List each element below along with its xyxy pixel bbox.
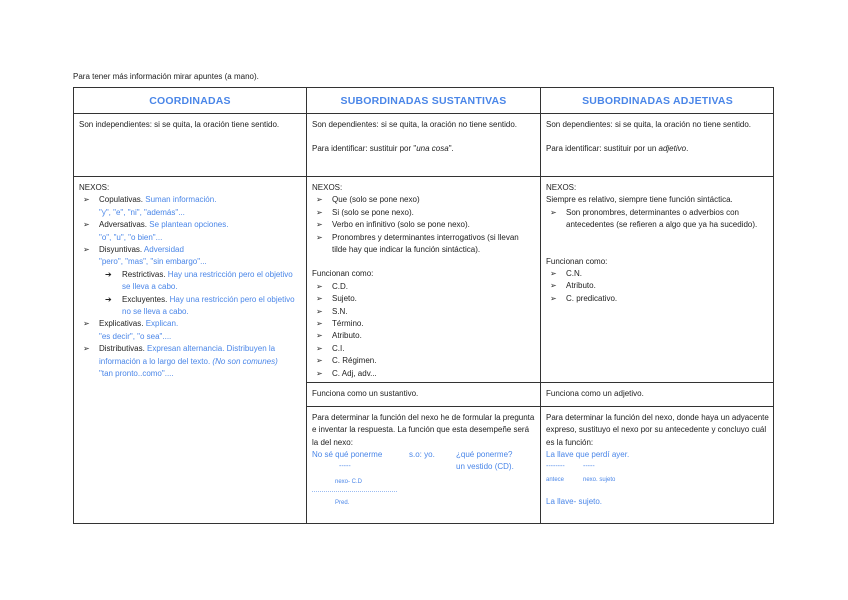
- adj-identify-b: adjetivo: [658, 144, 687, 154]
- item-example: "tan pronto..como"....: [99, 369, 174, 379]
- coord-definition-text: Son independientes: si se quita, la oración tiene sentido.: [79, 120, 280, 129]
- item-example: "y", "e", "ni", "además"...: [99, 207, 185, 217]
- item-label: Disyuntivas.: [99, 245, 143, 255]
- adj-nexos-line: Siempre es relativo, siempre tiene función sintáctica.: [546, 195, 733, 205]
- sust-definition: [307, 115, 540, 160]
- item-desc: Hay una restricción pero el objetivo no se lleva a cabo.: [122, 294, 295, 317]
- item-label: Excluyentes.: [122, 294, 168, 304]
- adj-function: [541, 384, 774, 404]
- top-note: Para tener más información mirar apuntes (a mano).: [73, 72, 259, 81]
- sust-example-1: No sé qué ponerme: [312, 450, 383, 459]
- list-item: ➢ Término.: [312, 318, 535, 330]
- adj-func-title: Funcionan como:: [546, 256, 608, 266]
- list-item: ➢ C. Régimen.: [312, 355, 535, 367]
- sust-example-2: s.o: yo.: [409, 450, 435, 459]
- row-divider: [74, 176, 773, 177]
- list-item: ➢ Son pronombres, determinantes o adverbios con antecedentes (se refieren a algo que ya ha sucedido).: [546, 207, 769, 232]
- adj-definition: [541, 115, 774, 160]
- adj-nexos-title: NEXOS:: [546, 183, 577, 192]
- row-divider: [306, 406, 773, 407]
- adj-underline-mark-2: -----: [583, 463, 595, 470]
- item-label: Restrictivas.: [122, 269, 166, 279]
- adj-identify-a: Para identificar: sustituir por un: [546, 144, 659, 154]
- item-desc: Expresan alternancia. Distribuyen la información a lo largo del texto.: [99, 344, 276, 366]
- list-item: ➢ Pronombres y determinantes interrogativos (si llevan tilde hay que indicar la función sintáctica).: [312, 232, 535, 257]
- coord-nexos-title: NEXOS:: [79, 183, 110, 192]
- sust-identify-c: ".: [448, 144, 454, 154]
- adj-small-label-2: nexo. sujeto: [583, 477, 616, 483]
- sust-identify-a: Para identificar: sustituir por ": [312, 144, 417, 154]
- item-desc: Adversidad: [143, 245, 184, 255]
- header-coordinadas: COORDINADAS: [149, 95, 231, 107]
- list-item: ➢ Que (solo se pone nexo): [312, 194, 535, 206]
- item-desc: Suman información.: [145, 195, 217, 205]
- sust-identify: [312, 143, 535, 155]
- adj-underline-mark-1: --------: [546, 463, 565, 470]
- list-item: [79, 194, 301, 219]
- header-sustantivas: SUBORDINADAS SUSTANTIVAS: [340, 95, 507, 107]
- adj-definition-text: Son dependientes: si se quita, la oración no tiene sentido.: [546, 120, 752, 129]
- adj-small-label-1: antece: [546, 477, 565, 483]
- sust-small-label-2: Pred.: [335, 500, 350, 506]
- item-example: "pero", "mas", "sin embargo"...: [99, 257, 207, 267]
- list-item: [79, 318, 301, 343]
- list-item: ➢ C. predicativo.: [546, 293, 769, 305]
- list-item: [79, 244, 301, 269]
- sust-definition-text: Son dependientes: si se quita, la oración no tiene sentido.: [312, 120, 518, 129]
- item-note: (No son comunes): [212, 356, 278, 366]
- list-item: [79, 219, 301, 244]
- item-label: Copulativas.: [99, 195, 144, 205]
- adj-function-text: Funciona como un adjetivo.: [546, 389, 644, 398]
- adj-example-1: La llave que perdí ayer.: [546, 450, 630, 459]
- sust-function: [307, 384, 540, 404]
- list-item: ➢ C.D.: [312, 281, 535, 293]
- adj-method: [541, 408, 774, 524]
- list-item: ➢ Atributo.: [546, 280, 769, 292]
- sust-nexos-title: NEXOS:: [312, 183, 343, 192]
- sust-example-3: ¿qué ponerme?: [456, 450, 513, 459]
- list-item: [79, 343, 301, 368]
- item-desc: Hay una restricción pero el objetivo se lleva a cabo.: [122, 269, 293, 292]
- sust-dotted-line: [312, 491, 397, 492]
- list-item: ➢ C.N.: [546, 268, 769, 280]
- coord-definition: [74, 115, 306, 135]
- list-item: ➢ S.N.: [312, 306, 535, 318]
- list-item: ➢ C.I.: [312, 343, 535, 355]
- adj-method-text: Para determinar la función del nexo, donde haya un adyacente expreso, sustituyo el nexo por su antecedente y concluyo cuál es la función:: [546, 413, 769, 447]
- list-item: ➢ Atributo.: [312, 330, 535, 342]
- sust-method: [307, 408, 540, 524]
- header-adjetivas: SUBORDINADAS ADJETIVAS: [582, 95, 733, 107]
- sust-function-text: Funciona como un sustantivo.: [312, 389, 419, 398]
- sust-underline-mark: -----: [339, 463, 351, 470]
- list-item: ➢ C. Adj, adv...: [312, 368, 535, 380]
- list-item: ➢ Sujeto.: [312, 293, 535, 305]
- item-example: "es decir", "o sea"....: [99, 331, 172, 341]
- sust-nexos: [307, 178, 540, 384]
- item-label: Adversativas.: [99, 220, 148, 230]
- grammar-table: [73, 87, 774, 524]
- sust-small-label-1: nexo- C.D: [335, 479, 363, 485]
- adj-example-2: La llave- sujeto.: [546, 497, 603, 506]
- adj-nexos: [541, 178, 774, 309]
- sust-identify-b: una cosa: [416, 144, 449, 154]
- sub-list-item: [79, 269, 301, 294]
- adj-identify-c: .: [686, 144, 689, 154]
- list-item: ➢ Si (solo se pone nexo).: [312, 207, 535, 219]
- item-label: Distributivas.: [99, 344, 145, 354]
- sust-example-4: un vestido (CD).: [456, 462, 514, 471]
- sust-method-text: Para determinar la función del nexo he de formular la pregunta e inventar la respuesta. La función que esta desempeñe será la del nexo:: [312, 413, 535, 447]
- list-item: ➢ Verbo en infinitivo (solo se pone nexo).: [312, 219, 535, 231]
- item-desc: Se plantean opciones.: [149, 220, 229, 230]
- coord-nexos: [74, 178, 306, 385]
- sub-list-item: [79, 294, 301, 319]
- sust-func-title: Funcionan como:: [312, 269, 374, 279]
- item-desc: Explican.: [145, 319, 179, 329]
- item-example: "o", "u", "o bien"...: [99, 232, 163, 242]
- adj-identify: [546, 143, 769, 155]
- item-label: Explicativas.: [99, 319, 144, 329]
